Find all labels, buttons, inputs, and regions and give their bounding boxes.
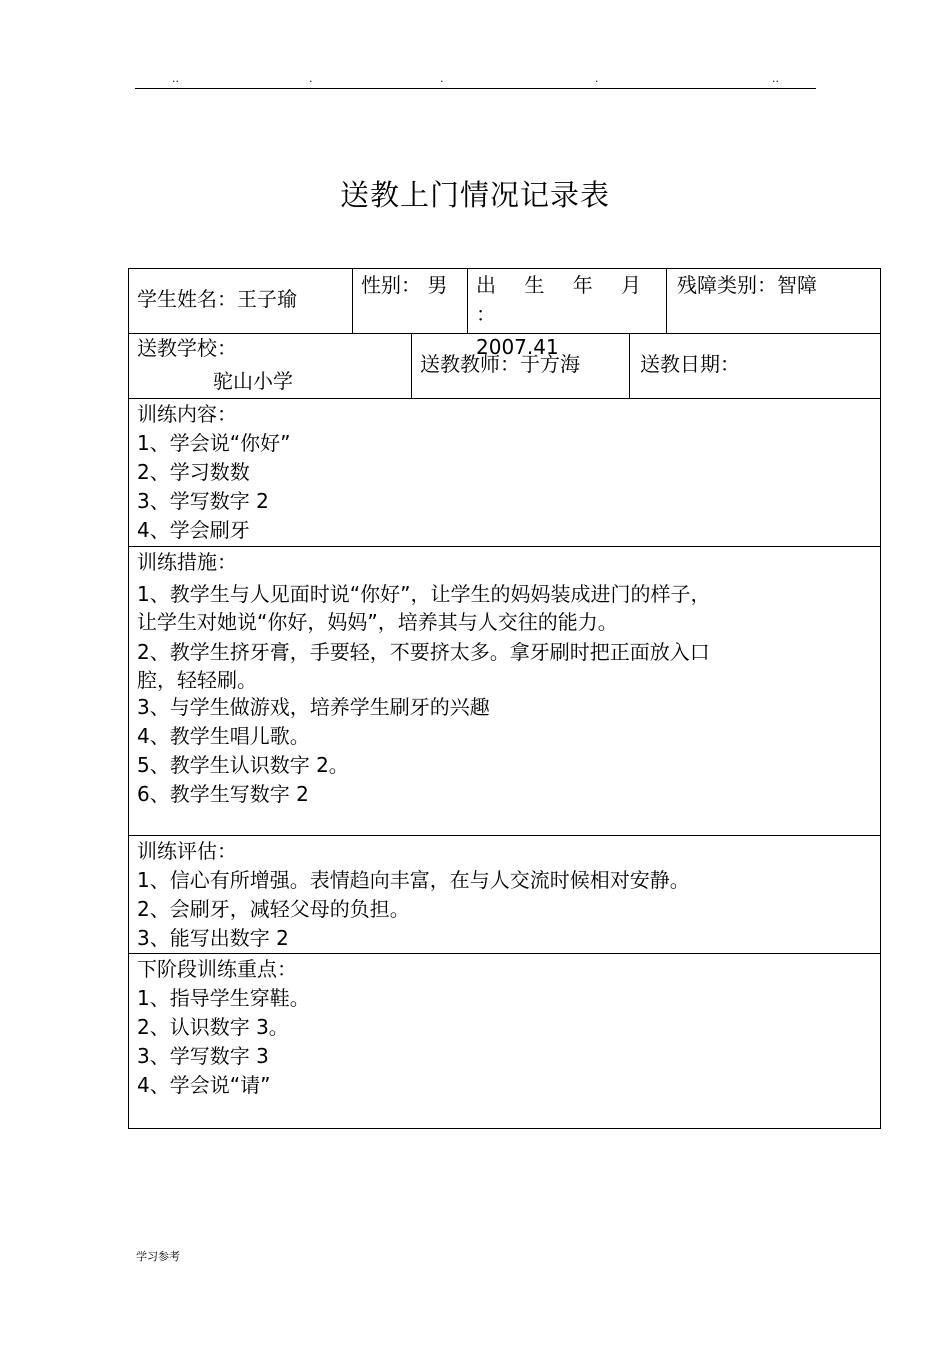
visit-date: 送教日期：: [640, 352, 740, 376]
document-title: 送教上门情况记录表: [339, 178, 610, 212]
teacher-name: 送教教师：于方海: [412, 334, 630, 398]
list-item: 4、学会刷牙: [137, 518, 250, 542]
header-dot: .: [309, 72, 313, 85]
list-item: 3、学写数字 3: [137, 1044, 269, 1068]
header-rule: [135, 88, 816, 89]
list-item: 4、学会说“请”: [137, 1073, 271, 1097]
list-item: 2、认识数字 3。: [137, 1015, 289, 1039]
list-item: 腔，轻轻刷。: [137, 668, 257, 692]
header-dot: ..: [772, 72, 779, 85]
list-item: 2、学习数数: [137, 460, 250, 484]
section-heading: 训练内容：: [137, 402, 237, 426]
list-item: 5、教学生认识数字 2。: [137, 753, 349, 777]
header-dots: [135, 72, 815, 86]
birth-date-cell: [468, 269, 667, 359]
school-info-row: [129, 334, 880, 399]
next-stage-focus-section: [129, 954, 880, 1128]
list-item: 1、指导学生穿鞋。: [137, 986, 310, 1010]
list-item: 3、学写数字 2: [137, 489, 269, 513]
list-item: 4、教学生唱儿歌。: [137, 724, 310, 748]
training-assessment-section: [129, 836, 880, 954]
list-item: 6、教学生写数字 2: [137, 782, 309, 806]
section-heading: 训练措施：: [137, 550, 237, 574]
student-name: 学生姓名：王子瑜: [129, 269, 353, 333]
birth-date-value: 2007.41: [476, 335, 559, 359]
training-measures-section: [129, 547, 880, 836]
list-item: 3、能写出数字 2: [137, 926, 289, 950]
header-dot: .: [440, 72, 444, 85]
list-item: 1、学会说“你好”: [137, 431, 291, 455]
list-item: 让学生对她说“你好，妈妈”，培养其与人交往的能力。: [137, 610, 618, 634]
list-item: 2、教学生挤牙膏，手要轻，不要挤太多。拿牙刷时把正面放入口: [137, 640, 710, 664]
section-heading: 训练评估：: [137, 839, 237, 863]
footer-note: 学习参考: [136, 1250, 180, 1263]
section-heading: 下阶段训练重点：: [137, 957, 297, 981]
school-name: 驼山小学: [213, 369, 293, 393]
training-content-section: [129, 399, 880, 547]
record-table: [128, 268, 881, 1129]
header-dot: .: [595, 72, 599, 85]
list-item: 2、会刷牙，减轻父母的负担。: [137, 897, 410, 921]
list-item: 3、与学生做游戏，培养学生刷牙的兴趣: [137, 695, 490, 719]
birth-date-label: 出 生 年 月 ：: [476, 273, 653, 326]
disability-type: 残障类别：智障: [677, 273, 817, 297]
header-dot: ..: [172, 72, 179, 85]
list-item: 1、教学生与人见面时说“你好”，让学生的妈妈装成进门的样子，: [137, 582, 711, 606]
student-gender: 性别： 男: [353, 269, 468, 333]
school-label: 送教学校：: [137, 336, 237, 360]
list-item: 1、信心有所增强。表情趋向丰富，在与人交流时候相对安静。: [137, 868, 690, 892]
school-cell: [129, 334, 412, 398]
